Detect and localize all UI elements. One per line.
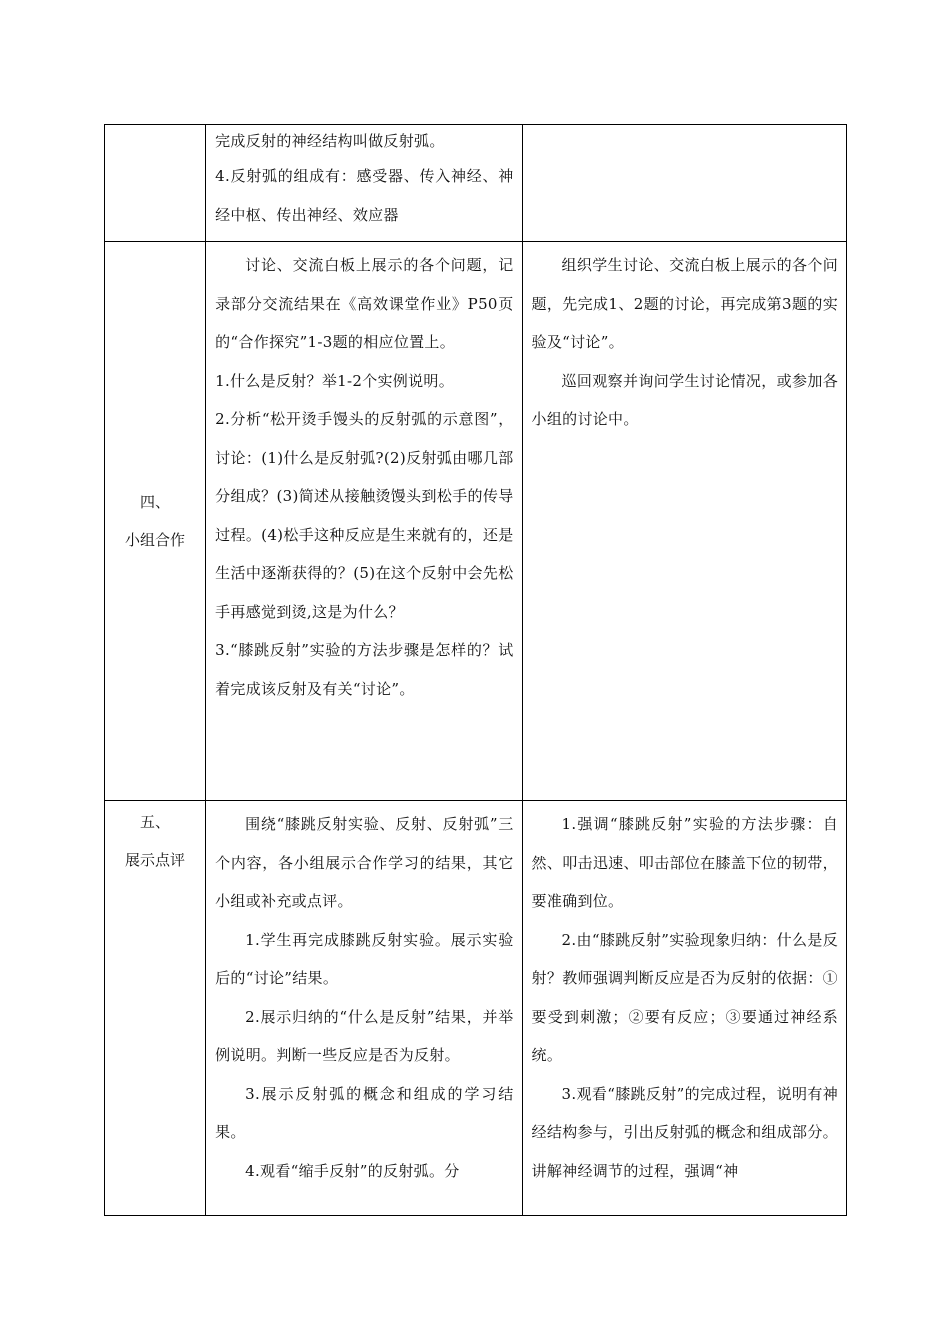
- paragraph: 1.什么是反射？举1-2个实例说明。: [215, 371, 454, 390]
- stage-name: 小组合作: [125, 531, 186, 549]
- teacher-activity-cell: [522, 125, 846, 242]
- table-row: [105, 242, 847, 801]
- paragraph: 4.观看“缩手反射”的反射弧。分: [245, 1161, 460, 1180]
- stage-cell: [105, 242, 206, 801]
- paragraph: 3.观看“膝跳反射”的完成过程，说明有神经结构参与，引出反射弧的概念和组成部分。讲解神经调节的过程，强调“神: [531, 1084, 838, 1180]
- paragraph: 2.分析“松开烫手馒头的反射弧的示意图”，讨论：(1)什么是反射弧?(2)反射弧由哪几部分组成？(3)简述从接触烫馒头到松手的传导过程。(4)松手这种反应是生来就有的，还是生活中逐渐获得的？(5)在这个反射中会先松手再感觉到烫,这是为什么？: [215, 410, 514, 621]
- teacher-activity-cell: [522, 242, 846, 801]
- teacher-activity-cell: [522, 801, 846, 1216]
- paragraph: 组织学生讨论、交流白板上展示的各个问题，先完成1、2题的讨论，再完成第3题的实验及“讨论”。: [531, 256, 838, 351]
- student-activity-cell: [206, 801, 522, 1216]
- paragraph: 1.学生再完成膝跳反射实验。展示实验后的“讨论”结果。: [215, 930, 514, 987]
- stage-number: 五、: [140, 813, 171, 831]
- lesson-plan-table: [104, 124, 847, 1216]
- paragraph: 巡回观察并询问学生讨论情况，或参加各小组的讨论中。: [531, 371, 838, 428]
- stage-cell: [105, 125, 206, 242]
- paragraph: 完成反射的神经结构叫做反射弧。: [215, 132, 445, 150]
- paragraph: 2.由“膝跳反射”实验现象归纳：什么是反射？教师强调判断反应是否为反射的依据：①要受到刺激；②要有反应；③要通过神经系统。: [531, 930, 838, 1064]
- paragraph: 1.强调“膝跳反射”实验的方法步骤：自然、叩击迅速、叩击部位在膝盖下位的韧带，要准确到位。: [531, 815, 838, 910]
- paragraph: 4.反射弧的组成有：感受器、传入神经、神经中枢、传出神经、效应器: [215, 167, 514, 224]
- paragraph: 围绕“膝跳反射实验、反射、反射弧”三个内容，各小组展示合作学习的结果，其它小组或补充或点评。: [215, 815, 514, 910]
- stage-number: 四、: [140, 493, 171, 511]
- stage-cell: [105, 801, 206, 1216]
- paragraph: 3.“膝跳反射”实验的方法步骤是怎样的？试着完成该反射及有关“讨论”。: [215, 641, 514, 698]
- table-row: [105, 801, 847, 1216]
- stage-name: 展示点评: [125, 851, 186, 869]
- student-activity-cell: [206, 242, 522, 801]
- paragraph: 3.展示反射弧的概念和组成的学习结果。: [215, 1084, 514, 1141]
- student-activity-cell: [206, 125, 522, 242]
- paragraph: 讨论、交流白板上展示的各个问题，记录部分交流结果在《高效课堂作业》P50页的“合作探究”1-3题的相应位置上。: [215, 256, 514, 351]
- table-row: [105, 125, 847, 242]
- paragraph: 2.展示归纳的“什么是反射”结果，并举例说明。判断一些反应是否为反射。: [215, 1007, 514, 1064]
